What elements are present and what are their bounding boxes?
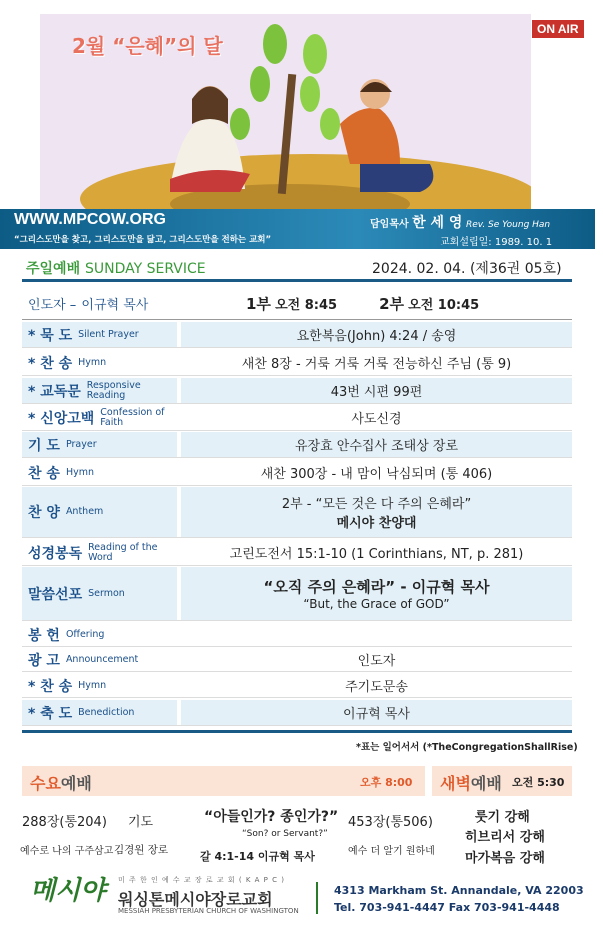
- wed-hymn2: 453장(통506): [348, 815, 433, 830]
- worship-row: [22, 322, 572, 348]
- row-label-ko: 광 고: [28, 652, 60, 669]
- row-value: [181, 674, 572, 697]
- row-label: [22, 378, 177, 403]
- bottom-rule: [22, 730, 572, 733]
- service-title-en: SUNDAY SERVICE: [84, 261, 206, 277]
- row-value-text: 새찬 8장 - 거룩 거룩 거룩 전능하신 주님 (통 9): [241, 357, 512, 372]
- worship-row: [22, 350, 572, 376]
- church-address: 4313 Markham St. Annandale, VA 22003: [334, 884, 584, 897]
- row-value: [181, 540, 572, 565]
- row-value-text: 유장효 안수집사 조태상 장로: [294, 439, 459, 454]
- row-label-ko: 봉 헌: [28, 627, 60, 644]
- worship-row: [22, 567, 572, 621]
- wed-scripture: 갈 4:1-14 이규혁 목사: [200, 850, 315, 863]
- denomination: 미 주 한 인 예 수 교 장 로 교 회 ( K A P C ): [118, 876, 285, 884]
- row-label-ko: * 찬 송: [28, 678, 73, 695]
- worship-row: [22, 378, 572, 404]
- leader-row: [22, 288, 572, 320]
- wed-hymn2-title: 예수 더 알기 원하네: [348, 846, 435, 857]
- dawn-time: 오전 5:30: [512, 776, 565, 789]
- banner-title: 2월 “은혜”의 달: [72, 34, 223, 58]
- row-label-ko: 찬 송: [28, 465, 60, 482]
- row-value-text: 주기도문송: [345, 680, 408, 695]
- banner-image: [40, 14, 531, 210]
- pastor-name: 한 세 영: [412, 215, 463, 231]
- row-value-text: 사도신경: [351, 412, 402, 427]
- leader-cell: [22, 288, 177, 319]
- row-label-ko: * 묵 도: [28, 327, 73, 344]
- wed-sermon-en: “Son? or Servant?”: [242, 829, 328, 839]
- row-value-text: “오직 주의 은혜라” - 이규혁 목사: [263, 578, 490, 596]
- worship-row: [22, 460, 572, 486]
- worship-row: [22, 487, 572, 538]
- row-label-en: Sermon: [88, 587, 125, 599]
- row-value: [181, 405, 572, 430]
- row-label: [22, 648, 177, 671]
- row-label-en: Benediction: [78, 706, 135, 718]
- row-label: [22, 674, 177, 697]
- row-label-en: Reading of the Word: [88, 541, 158, 563]
- dawn-line-1: 룻기 강해: [475, 810, 530, 825]
- dawn-line-3: 마가복음 강해: [465, 851, 545, 866]
- row-value: [181, 623, 572, 646]
- row-label-en: Anthem: [65, 506, 104, 517]
- wednesday-title-b: 예배: [60, 774, 92, 793]
- bulletin-date: 2024. 02. 04. (제36권 05호): [372, 261, 562, 277]
- row-label-en: Prayer: [65, 438, 97, 450]
- row-label-en: Announcement: [65, 653, 139, 665]
- church-phone[interactable]: Tel. 703-941-4447 Fax 703-941-4448: [334, 901, 560, 914]
- top-rule: [22, 279, 572, 282]
- row-value-text: 인도자: [357, 654, 396, 669]
- row-label-en: Silent Prayer: [78, 328, 139, 340]
- church-name-en: MESSIAH PRESBYTERIAN CHURCH OF WASHINGTON: [118, 907, 299, 915]
- row-value: [181, 350, 572, 375]
- row-value: [181, 378, 572, 403]
- row-label-ko: 말씀선포: [28, 586, 83, 603]
- wednesday-title: [30, 771, 92, 794]
- wed-hymn1-title: 예수로 나의 구주삼고: [20, 846, 114, 857]
- wednesday-time: 오후 8:00: [360, 776, 413, 789]
- senior-pastor: [370, 212, 550, 232]
- wednesday-title-a: 수요: [30, 774, 61, 793]
- row-value-text: 43번 시편 99편: [330, 385, 423, 400]
- worship-row: [22, 648, 572, 672]
- worship-row: [22, 700, 572, 726]
- site-url[interactable]: WWW.MPCOW.ORG: [14, 211, 166, 228]
- second-service-label: 2부: [379, 295, 404, 313]
- dawn-line-2: 히브리서 강해: [465, 830, 545, 845]
- row-label-ko: 기 도: [28, 437, 60, 454]
- row-label: [22, 405, 177, 430]
- row-value-text: 요한복음(John) 4:24 / 송영: [296, 329, 457, 344]
- leader-label: 인도자 –: [28, 298, 77, 313]
- row-value: [181, 322, 572, 347]
- row-label-en: Hymn: [78, 679, 107, 691]
- row-value-text: 이규혁 목사: [343, 707, 410, 722]
- service-title: [26, 258, 206, 278]
- row-label-ko: * 신앙고백: [28, 410, 95, 427]
- wed-sermon: “아들인가? 종인가?”: [204, 809, 339, 825]
- row-label: [22, 432, 177, 457]
- row-value-text: 새찬 300장 - 내 맘이 낙심되며 (통 406): [260, 467, 493, 482]
- dawn-title-a: 새벽: [440, 774, 471, 793]
- row-value: [181, 567, 572, 620]
- row-label-en: Hymn: [65, 466, 94, 478]
- pastor-name-en: Rev. Se Young Han: [465, 220, 551, 230]
- row-label-en: Hymn: [78, 356, 107, 368]
- row-label: [22, 540, 177, 565]
- stand-note: *표는 일어서서 (*TheCongregationShallRise): [356, 742, 578, 753]
- footer-divider: [316, 882, 318, 914]
- pastor-label: 담임목사: [370, 219, 409, 230]
- worship-row: [22, 674, 572, 698]
- row-label-ko: 성경봉독: [28, 545, 83, 562]
- row-value: [181, 487, 572, 537]
- dawn-title-b: 예배: [470, 774, 502, 793]
- wed-hymn1: 288장(통204): [22, 815, 107, 830]
- worship-row: [22, 405, 572, 431]
- church-logo: 메시야: [30, 876, 106, 906]
- row-value-sub: “But, the Grace of GOD”: [303, 597, 450, 611]
- row-label-ko: * 축 도: [28, 705, 73, 722]
- row-label: [22, 700, 177, 725]
- first-service-label: 1부: [246, 295, 271, 313]
- row-label: [22, 350, 177, 375]
- leader-name: 이규혁 목사: [81, 298, 149, 313]
- worship-row: [22, 623, 572, 647]
- service-title-ko: 주일예배: [26, 261, 81, 277]
- second-service-time: 오전 10:45: [408, 298, 480, 313]
- row-value: [181, 648, 572, 671]
- wed-prayer-label: 기도: [128, 815, 154, 830]
- row-label: [22, 623, 177, 646]
- row-label-en: Responsive Reading: [86, 379, 141, 401]
- row-label: [22, 487, 177, 537]
- established-date: 교회설립일: 1989. 10. 1: [440, 237, 553, 248]
- church-motto: “그리스도만을 찾고, 그리스도만을 닮고, 그리스도만을 전하는 교회”: [14, 235, 272, 245]
- row-label: [22, 567, 177, 620]
- row-value-text: 2부 - “모든 것은 다 주의 은혜라”: [281, 497, 472, 512]
- row-label-ko: * 찬 송: [28, 355, 73, 372]
- row-label-ko: * 교독문: [28, 383, 81, 400]
- row-value: [181, 432, 572, 457]
- dawn-title: [440, 771, 502, 794]
- row-label: [22, 460, 177, 485]
- worship-row: [22, 540, 572, 566]
- row-label-en: Confession of Faith: [100, 406, 165, 428]
- wed-prayer: 김경원 장로: [114, 844, 169, 856]
- row-value: [181, 460, 572, 485]
- first-service-time: 오전 8:45: [275, 298, 338, 313]
- worship-row: [22, 432, 572, 458]
- on-air-badge[interactable]: ON AIR: [531, 19, 585, 39]
- row-value: [181, 700, 572, 725]
- row-value-text: 고린도전서 15:1-10 (1 Corinthians, NT, p. 281): [229, 547, 524, 562]
- church-name: 워싱톤메시야장로교회: [118, 890, 273, 909]
- row-label: [22, 322, 177, 347]
- row-label-ko: 찬 양: [28, 505, 60, 521]
- row-label-en: Offering: [65, 628, 105, 640]
- service-times: [181, 288, 572, 319]
- row-value-sub: 메시야 찬양대: [336, 516, 417, 531]
